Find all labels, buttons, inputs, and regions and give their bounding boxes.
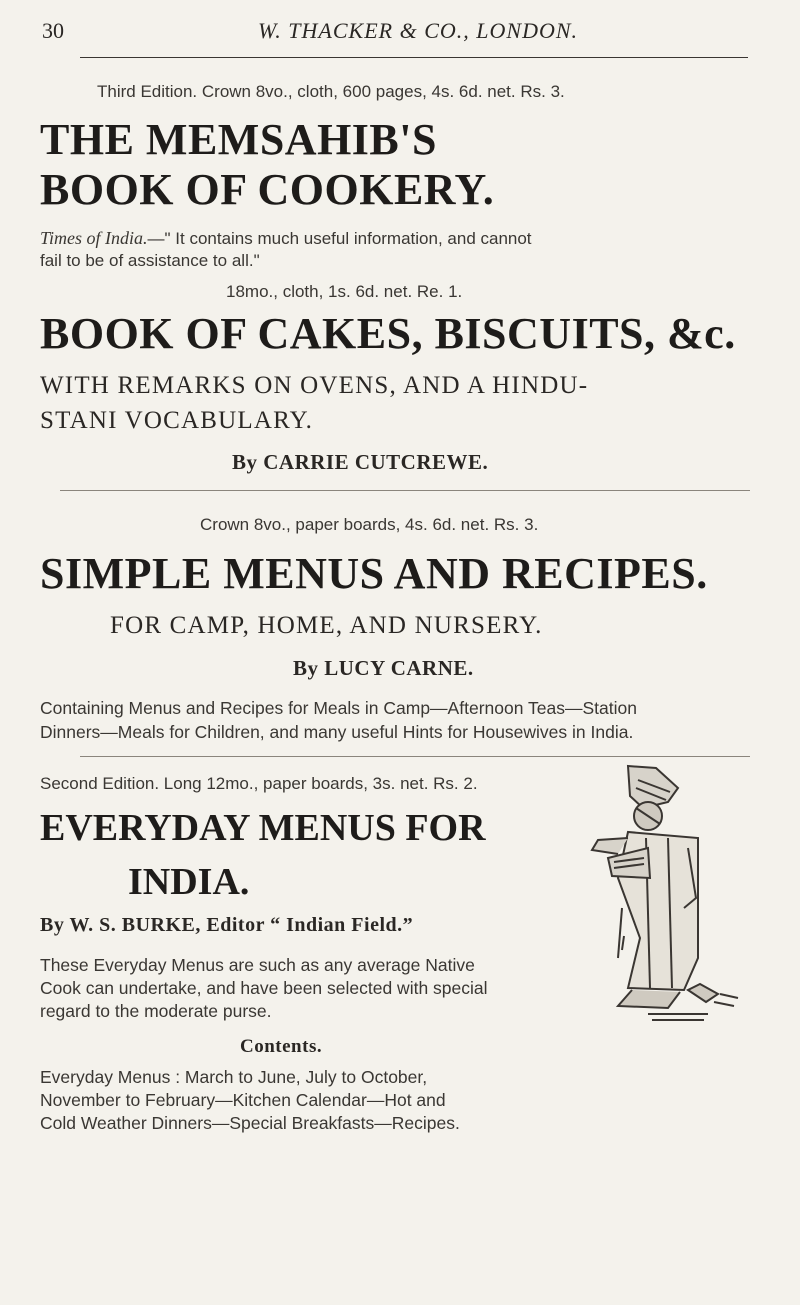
- book4-title-line1: EVERYDAY MENUS FOR: [40, 807, 486, 849]
- page-header: [0, 18, 800, 52]
- book2-subtitle-line2: STANI VOCABULARY.: [40, 407, 314, 434]
- running-head: W. THACKER & CO., LONDON.: [258, 18, 579, 43]
- book4-description-line1: These Everyday Menus are such as any average Native: [40, 955, 475, 975]
- book3-description-line2: Dinners—Meals for Children, and many useful Hints for Housewives in India.: [40, 722, 634, 742]
- divider-1: [60, 490, 750, 491]
- book1-title-line1: THE MEMSAHIB'S: [40, 115, 437, 164]
- book2-byline: By CARRIE CUTCREWE.: [232, 450, 489, 474]
- book3-title: SIMPLE MENUS AND RECIPES.: [40, 549, 708, 598]
- book4-description-line2: Cook can undertake, and have been selected with special: [40, 978, 488, 998]
- book1-title-line2: BOOK OF COOKERY.: [40, 165, 495, 214]
- book4-description-line3: regard to the moderate purse.: [40, 1001, 272, 1021]
- book4-edition: Second Edition. Long 12mo., paper boards, 3s. net. Rs. 2.: [40, 774, 478, 793]
- book1-edition: Third Edition. Crown 8vo., cloth, 600 pages, 4s. 6d. net. Rs. 3.: [97, 82, 565, 101]
- divider-2: [80, 756, 750, 757]
- page-number: 30: [42, 18, 64, 43]
- book1-quote-text: —" It contains much useful information, and cannot: [147, 229, 532, 248]
- book3-edition: Crown 8vo., paper boards, 4s. 6d. net. Rs. 3.: [200, 515, 539, 534]
- cook-illustration: [588, 758, 768, 1026]
- book1-quote-text2: fail to be of assistance to all.": [40, 251, 260, 270]
- book4-contents-line2: November to February—Kitchen Calendar—Hot and: [40, 1090, 446, 1110]
- book3-subtitle: FOR CAMP, HOME, AND NURSERY.: [110, 612, 543, 639]
- book4-title-line2: INDIA.: [128, 861, 250, 903]
- book2-subtitle-line1: WITH REMARKS ON OVENS, AND A HINDU-: [40, 372, 589, 399]
- book3-description-line1: Containing Menus and Recipes for Meals in Camp—Afternoon Teas—Station: [40, 698, 637, 718]
- book4-byline: By W. S. BURKE, Editor “ Indian Field.”: [40, 914, 414, 936]
- book3-byline: By LUCY CARNE.: [293, 656, 474, 680]
- book2-title: BOOK OF CAKES, BISCUITS, &c.: [40, 309, 736, 358]
- book1-review: [40, 228, 760, 249]
- book1-quote-source: Times of India.: [40, 228, 148, 248]
- header-rule: [80, 57, 748, 58]
- book2-edition: 18mo., cloth, 1s. 6d. net. Re. 1.: [226, 282, 463, 301]
- book4-contents-line1: Everyday Menus : March to June, July to October,: [40, 1067, 428, 1087]
- book4-contents-line3: Cold Weather Dinners—Special Breakfasts—Recipes.: [40, 1113, 460, 1133]
- book4-contents-heading: Contents.: [240, 1036, 323, 1057]
